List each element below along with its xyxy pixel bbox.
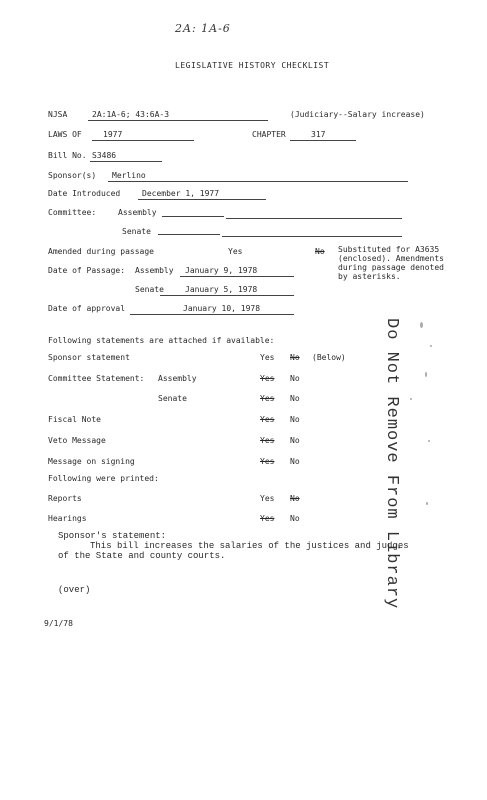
printed-heading: Following were printed: [48,474,159,483]
subject-text: (Judiciary--Salary increase) [290,110,425,119]
committee-assembly-blank [162,216,224,217]
hearings-label: Hearings [48,514,87,523]
laws-of-underline [92,140,194,141]
sponsor-statement-below: (Below) [312,353,346,362]
laws-of-label: LAWS OF [48,130,82,139]
passage-assembly-value: January 9, 1978 [185,266,258,275]
speck [410,398,412,400]
date-introduced-value: December 1, 1977 [142,189,220,198]
date-approval-underline [130,314,294,315]
over-text: (over) [58,585,91,595]
chapter-underline [290,140,356,141]
njsa-value: 2A:1A-6; 43:6A-3 [92,110,170,119]
fiscal-note-no: No [290,415,300,424]
committee-statement-senate: Senate [158,394,187,403]
amended-label: Amended during passage [48,247,154,256]
handwritten-reference: 2A: 1A-6 [175,22,231,35]
message-signing-yes-struck: Yes [260,457,275,466]
sponsor-statement-label: Sponsor statement [48,353,130,362]
committee-statement-label: Committee Statement: [48,374,145,383]
hearings-no: No [290,514,300,523]
sponsor-statement-line-2: of the State and county courts. [58,551,226,561]
njsa-label: NJSA [48,110,68,119]
reports-no-struck: No [290,494,300,503]
page-title: LEGISLATIVE HISTORY CHECKLIST [175,61,330,70]
committee-assembly-yes-struck: Yes [260,374,275,383]
committee-assembly-no: No [290,374,300,383]
sponsor-statement-no-struck: No [290,353,300,362]
veto-message-yes-struck: Yes [260,436,275,445]
message-signing-label: Message on signing [48,457,135,466]
speck [430,345,432,347]
chapter-value: 317 [311,130,326,139]
committee-senate-blank [158,234,220,235]
committee-label: Committee: [48,208,97,217]
sponsor-label: Sponsor(s) [48,171,97,180]
committee-assembly-label: Assembly [118,208,157,217]
hearings-yes-struck: Yes [260,514,275,523]
statements-heading: Following statements are attached if available: [48,336,275,345]
veto-message-label: Veto Message [48,436,106,445]
message-signing-no: No [290,457,300,466]
speck [425,372,427,377]
passage-senate-value: January 5, 1978 [185,285,258,294]
speck [428,440,430,442]
committee-senate-yes-struck: Yes [260,394,275,403]
passage-senate-label: Senate [135,285,164,294]
fiscal-note-label: Fiscal Note [48,415,101,424]
sponsor-value: Merlino [112,171,146,180]
committee-senate-underline [222,236,402,237]
date-passage-label: Date of Passage: [48,266,126,275]
committee-senate-no: No [290,394,300,403]
substituted-note: Substituted for A3635 (enclosed). Amendments during passage denoted by asterisks. [338,245,444,281]
speck [426,502,428,505]
veto-message-no: No [290,436,300,445]
committee-senate-label: Senate [122,227,151,236]
sponsor-statement-heading: Sponsor's statement: [58,531,167,541]
committee-statement-assembly: Assembly [158,374,197,383]
bill-value: S3486 [92,151,117,160]
sponsor-underline [108,181,408,182]
fiscal-note-yes-struck: Yes [260,415,275,424]
passage-assembly-underline [180,276,294,277]
date-introduced-label: Date Introduced [48,189,121,198]
laws-of-value: 1977 [103,130,123,139]
sponsor-statement-line-1: This bill increases the salaries of the justices and judges [90,541,409,551]
committee-assembly-underline [226,218,402,219]
reports-label: Reports [48,494,82,503]
amended-yes: Yes [228,247,243,256]
passage-senate-underline [160,295,294,296]
bill-label: Bill No. [48,151,87,160]
date-introduced-underline [138,199,266,200]
chapter-label: CHAPTER [252,130,286,139]
amended-no-struck: No [315,247,325,256]
bill-underline [90,161,162,162]
passage-assembly-label: Assembly [135,266,174,275]
date-approval-value: January 10, 1978 [183,304,261,313]
date-code: 9/1/78 [44,619,73,628]
date-approval-label: Date of approval [48,304,126,313]
speck [420,322,423,328]
reports-yes: Yes [260,494,275,503]
njsa-underline [88,120,268,121]
library-stamp: Do Not Remove From Library [382,318,401,610]
sponsor-statement-yes: Yes [260,353,275,362]
